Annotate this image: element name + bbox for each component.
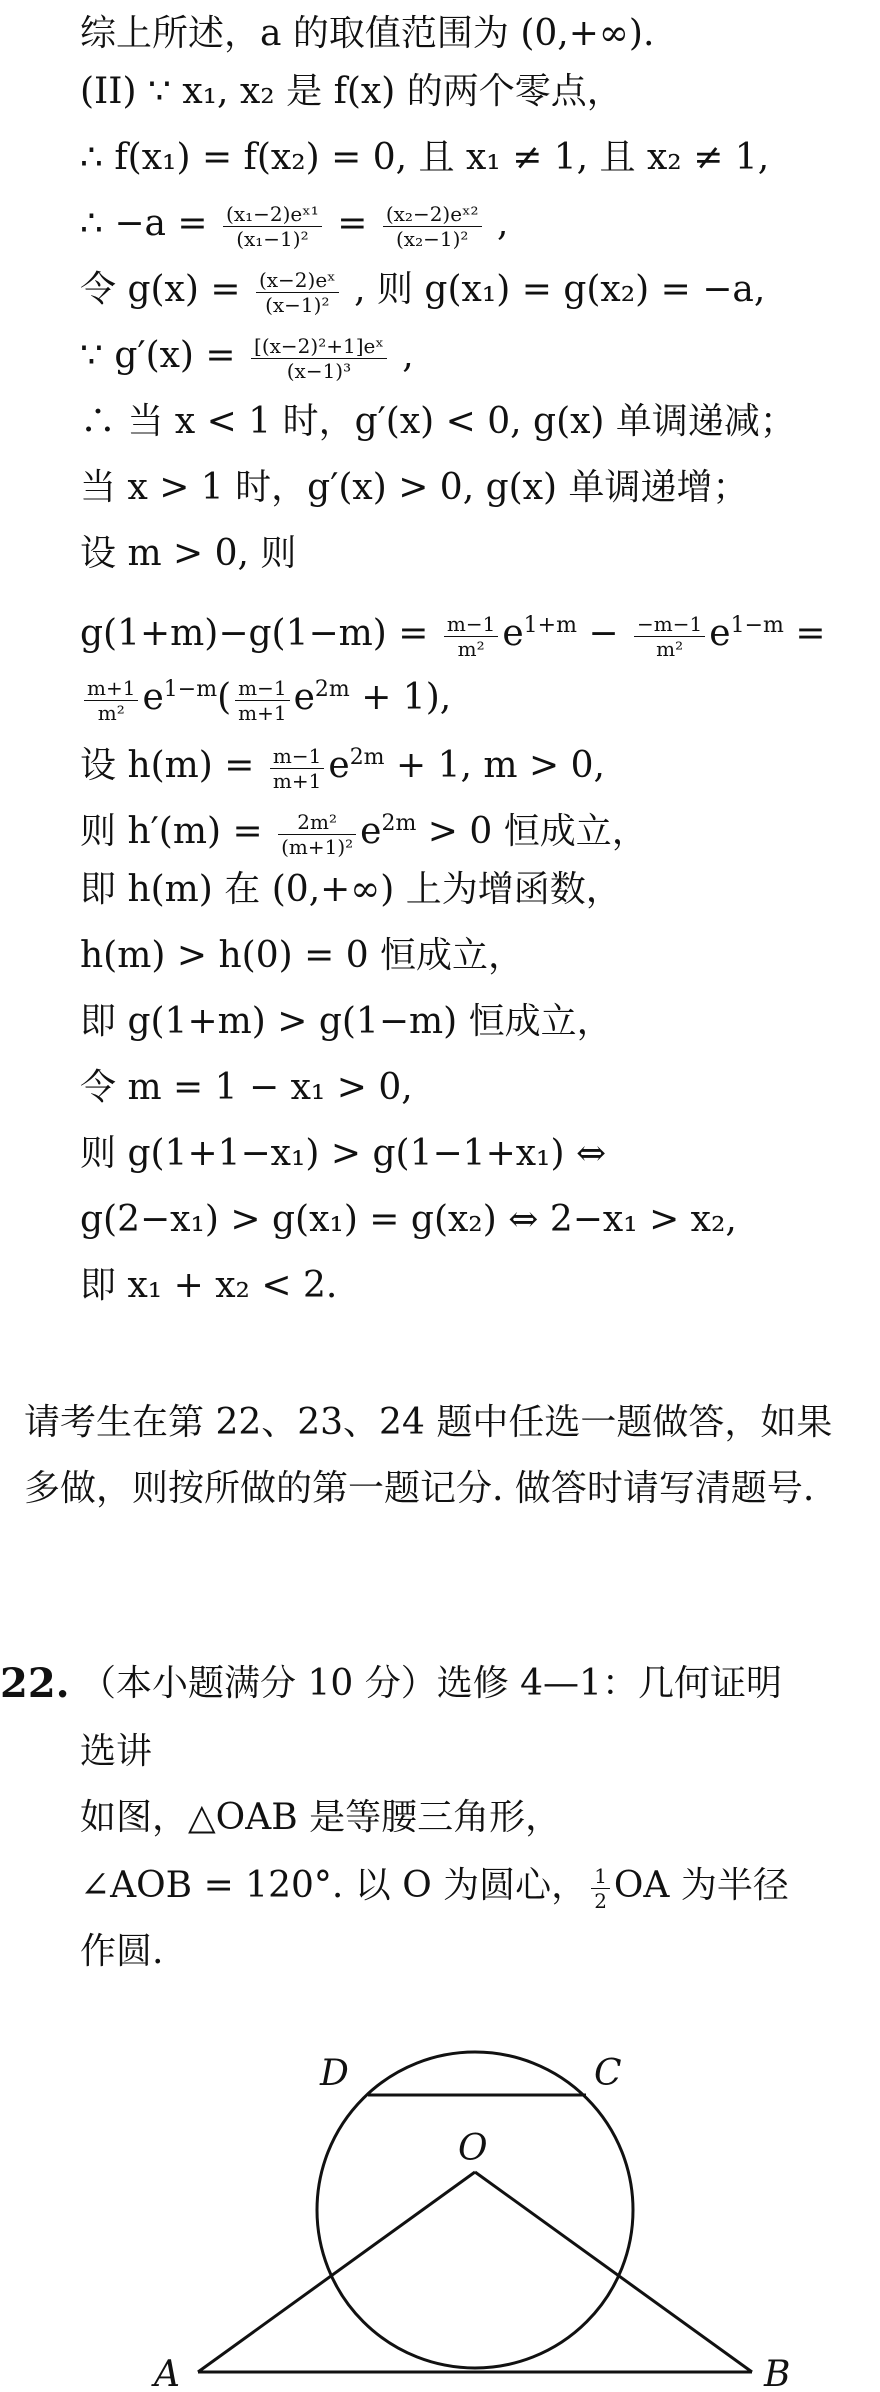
solution-line-10 [80,598,826,661]
question-line-5: 作圆. [80,1931,164,1972]
numerator: [(x−2)²+1]eˣ [251,334,387,359]
denominator: (x₁−1)² [236,226,309,251]
solution-line-14: 即 h(m) 在 (0,+∞) 上为增函数， [80,869,622,910]
numerator: m−1 [270,744,324,769]
solution-line-1: 综上所述，a 的取值范围为 (0,+∞). [80,13,655,54]
instruction-note: 请考生在第 22、23、24 题中任选一题做答，如果多做，则按所做的第一题记分. 做答时请写清题号. [24,1402,833,1509]
label-c: C [594,2053,622,2094]
text: − [588,613,619,654]
denominator: m² [656,636,684,661]
question-line-1: （本小题满分 10 分）选修 4—1：几何证明 [80,1663,782,1704]
solution-line-2: (II) ∵ x₁, x₂ 是 f(x) 的两个零点， [80,71,623,112]
denominator: m² [457,636,485,661]
text: 设 h(m) = [80,745,255,786]
solution-line-6 [80,328,414,384]
solution-line-11 [80,662,452,725]
text: = [337,203,368,244]
text: ( [217,677,232,718]
question-number: 22. [0,1660,70,1707]
solution-line-3: ∴ f(x₁) = f(x₂) = 0, 且 x₁ ≠ 1, 且 x₂ ≠ 1, [80,137,770,178]
text: , [402,335,414,376]
text: ∴ −a = [80,203,208,244]
denominator: (x₂−1)² [396,226,469,251]
text: 令 g(x) = [80,269,241,310]
numerator: m−1 [444,612,498,637]
text: e [502,613,524,654]
label-o: O [458,2128,488,2169]
fraction [270,744,324,793]
denominator: (x−1)³ [286,358,352,383]
fraction [235,676,289,725]
text: 则 h′(m) = [80,811,263,852]
text: , [497,203,509,244]
denominator: m² [97,700,125,725]
solution-line-19: g(2−x₁) > g(x₁) = g(x₂) ⇔ 2−x₁ > x₂, [80,1199,737,1240]
text: ∵ g′(x) = [80,335,236,376]
denominator: (x−1)² [265,292,330,317]
numerator: (x−2)eˣ [256,268,339,293]
solution-line-9: 设 m > 0, 则 [80,533,297,574]
solution-line-15: h(m) > h(0) = 0 恒成立， [80,935,525,976]
text: e [142,677,164,718]
fraction [591,1864,610,1913]
solution-line-20: 即 x₁ + x₂ < 2. [80,1265,338,1306]
label-a: A [154,2354,180,2392]
label-d: D [320,2053,349,2094]
question-line-2: 选讲 [80,1731,153,1772]
fraction [278,810,356,859]
superscript: 2m [381,811,417,836]
numerator: m−1 [235,676,289,701]
side-oa [198,2172,475,2372]
text: = [795,613,826,654]
superscript: 1−m [730,613,784,638]
superscript: 1−m [163,677,218,702]
text: , 则 g(x₁) = g(x₂) = −a, [354,269,766,310]
fraction [256,268,339,317]
superscript: 2m [349,745,385,770]
text: ∠AOB = 120°. 以 O 为圆心， [80,1865,588,1906]
text: + 1, m > 0, [396,745,605,786]
numerator: 1 [591,1864,610,1889]
numerator: m+1 [84,676,138,701]
denominator: 2 [594,1888,607,1913]
fraction [84,676,138,725]
solution-line-7: ∴ 当 x < 1 时，g′(x) < 0, g(x) 单调递减； [80,401,796,442]
text: e [293,677,315,718]
question-line-4 [80,1858,789,1914]
solution-line-8: 当 x > 1 时，g′(x) > 0, g(x) 单调递增； [80,467,749,508]
solution-line-5 [80,262,765,318]
text: e [328,745,350,786]
solution-line-16: 即 g(1+m) > g(1−m) 恒成立， [80,1001,613,1042]
text: e [360,811,382,852]
superscript: 2m [314,677,350,702]
text: g(1+m)−g(1−m) = [80,613,429,654]
question-line-3: 如图，△OAB 是等腰三角形， [80,1797,562,1838]
numerator: (x₂−2)eˣ² [383,202,482,227]
fraction [634,612,705,661]
numerator: −m−1 [634,612,705,637]
fraction [251,334,387,383]
fraction [223,202,322,251]
text: + 1), [361,677,452,718]
solution-line-13 [80,796,648,859]
text: e [709,613,731,654]
text: OA 为半径 [613,1865,789,1906]
solution-line-17: 令 m = 1 − x₁ > 0, [80,1067,413,1108]
solution-line-4 [80,196,508,252]
fraction [444,612,498,661]
numerator: (x₁−2)eˣ¹ [223,202,322,227]
solution-line-12 [80,730,605,793]
circle [317,2052,633,2368]
denominator: m+1 [272,768,322,793]
denominator: (m+1)² [281,834,354,859]
superscript: 1+m [523,613,577,638]
solution-line-18: 则 g(1+1−x₁) > g(1−1+x₁) ⇔ [80,1133,607,1174]
side-ob [475,2172,752,2372]
text: > 0 恒成立， [427,811,648,852]
geometry-figure [0,2020,880,2392]
label-b: B [764,2354,791,2392]
numerator: 2m² [278,810,356,835]
denominator: m+1 [238,700,287,725]
fraction [383,202,482,251]
